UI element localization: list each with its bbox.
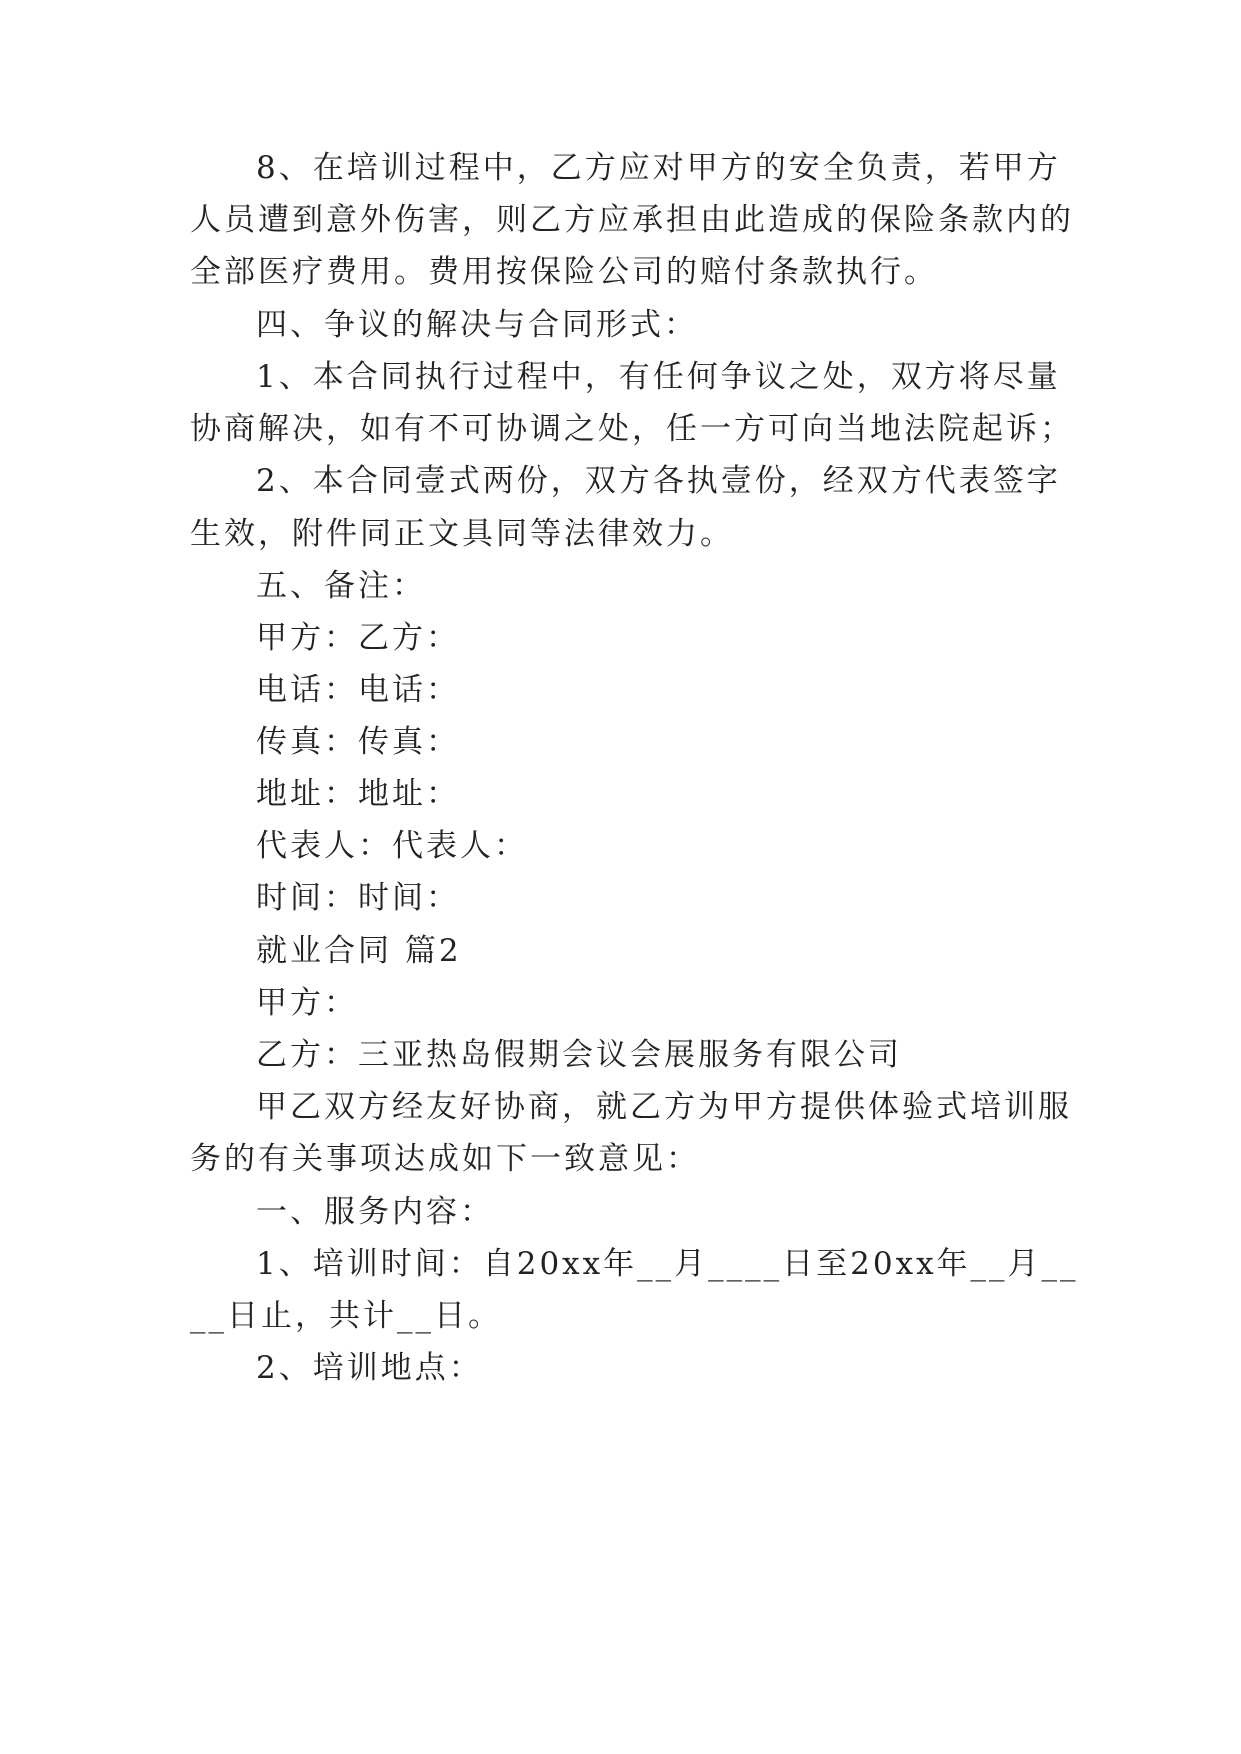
paragraph-line: 1、本合同执行过程中，有任何争议之处，双方将尽量 [256,359,1061,395]
paragraph-line: 人员遭到意外伤害，则乙方应承担由此造成的保险条款内的 [190,202,1074,238]
paragraph-line: 全部医疗费用。费用按保险公司的赔付条款执行。 [190,254,938,290]
section-heading: 五、备注： [256,568,426,604]
paragraph-line: 务的有关事项达成如下一致意见： [190,1141,700,1177]
section-heading: 四、争议的解决与合同形式： [256,307,698,343]
paragraph-line: 生效，附件同正文具同等法律效力。 [190,516,734,552]
paragraph-line: 1、培训时间：自20xx年__月____日至20xx年__月__ [256,1246,1079,1282]
party-line: 乙方：三亚热岛假期会议会展服务有限公司 [256,1037,902,1073]
paragraph-line: __日止，共计__日。 [190,1298,502,1334]
paragraph-line: 甲乙双方经友好协商，就乙方为甲方提供体验式培训服 [256,1089,1072,1125]
signature-line: 电话：电话： [256,672,460,708]
signature-line: 时间：时间： [256,880,460,916]
signature-line: 甲方：乙方： [256,620,460,656]
signature-line: 传真：传真： [256,724,460,760]
paragraph-line: 8、在培训过程中，乙方应对甲方的安全负责，若甲方 [256,150,1061,186]
document-title: 就业合同 篇2 [256,933,462,969]
paragraph-line: 协商解决，如有不可协调之处，任一方可向当地法院起诉； [190,411,1074,447]
party-line: 甲方： [256,985,358,1021]
paragraph-line: 2、培训地点： [256,1350,483,1386]
signature-line: 代表人：代表人： [256,828,528,864]
paragraph-line: 2、本合同壹式两份，双方各执壹份，经双方代表签字 [256,463,1061,499]
section-heading: 一、服务内容： [256,1194,494,1230]
signature-line: 地址：地址： [256,776,460,812]
